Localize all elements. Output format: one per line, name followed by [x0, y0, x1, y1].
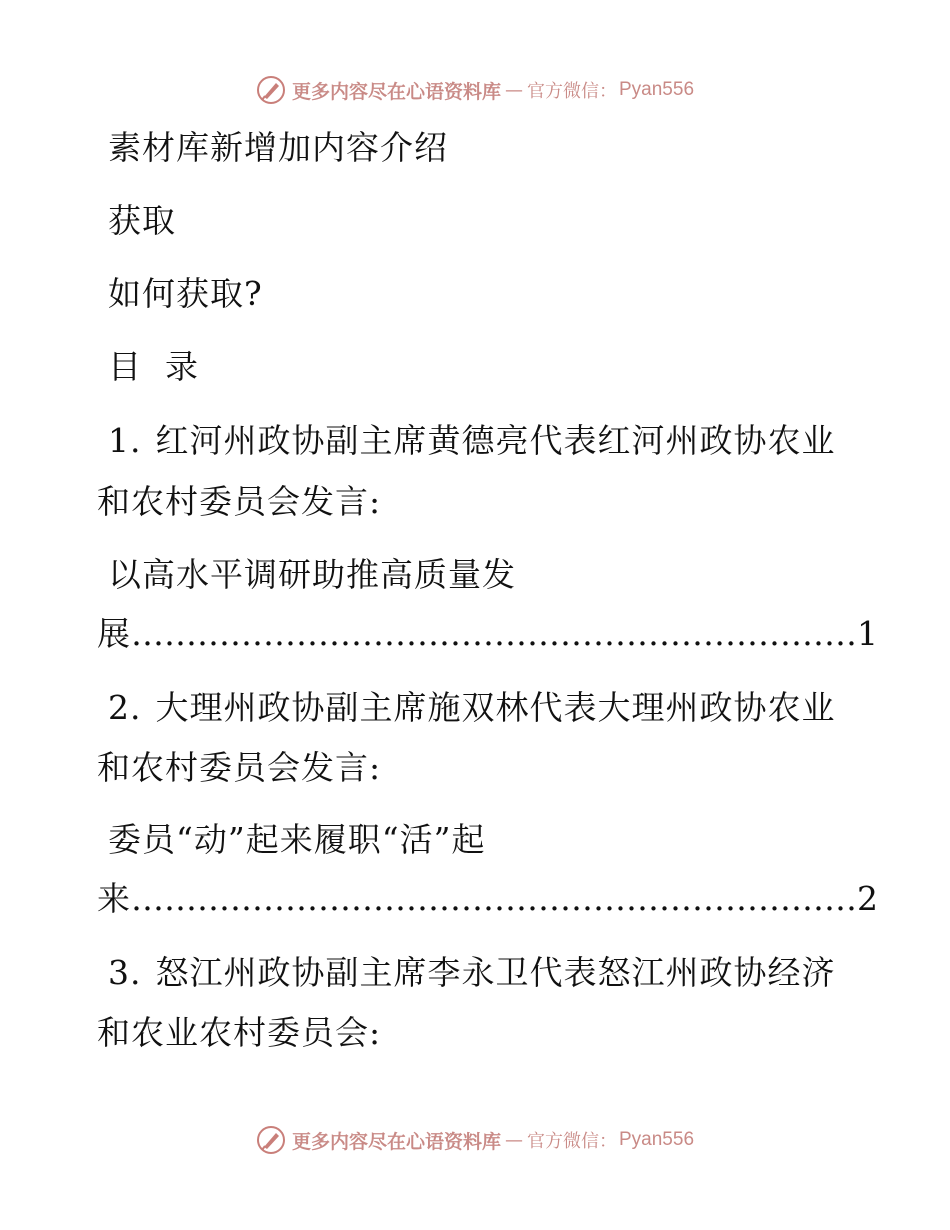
toc-entry-3-title-cont: 和农业农村委员会: — [97, 1013, 382, 1052]
toc-entry-2-title — [108, 688, 836, 728]
toc-entry-title-text: 红河州政协副主席黄德亮代表红河州政协农业 — [155, 421, 836, 460]
pen-logo-icon — [256, 75, 286, 105]
toc-entry-2-subtitle: 委员“动”起来履职“活”起 — [108, 820, 486, 859]
toc-entry-number: 3. — [108, 953, 142, 992]
toc-entry-1-leader-line — [97, 614, 879, 654]
intro-heading: 素材库新增加内容介绍 — [108, 128, 448, 167]
watermark-separator: — — [505, 79, 523, 101]
watermark-site-text: 更多内容尽在心语资料库 — [291, 1130, 501, 1153]
toc-title: 目 录 — [108, 347, 199, 386]
watermark-wechat-id: Pyan556 — [619, 79, 695, 100]
toc-entry-1-title — [108, 421, 836, 461]
intro-how-to-get: 如何获取? — [108, 274, 263, 313]
watermark-banner-bottom — [0, 1120, 950, 1160]
toc-leader-dots: ………………………………………………………… — [131, 614, 857, 653]
toc-entry-1-subtitle: 以高水平调研助推高质量发 — [108, 555, 516, 594]
pen-logo-icon — [256, 1125, 286, 1155]
toc-entry-2-title-cont: 和农村委员会发言: — [97, 748, 382, 787]
toc-page-number: 1 — [857, 614, 879, 653]
watermark-wechat-label: 官方微信： — [527, 1131, 617, 1152]
toc-entry-2-leader-line — [97, 879, 879, 919]
toc-entry-number: 1. — [108, 421, 142, 460]
toc-entry-title-text: 怒江州政协副主席李永卫代表怒江州政协经济 — [155, 953, 836, 992]
toc-entry-subtitle-end: 展 — [97, 614, 131, 653]
toc-leader-dots: ………………………………………………………… — [131, 879, 857, 918]
watermark-site-text: 更多内容尽在心语资料库 — [291, 80, 501, 103]
toc-entry-number: 2. — [108, 688, 142, 727]
toc-entry-title-text: 大理州政协副主席施双林代表大理州政协农业 — [155, 688, 836, 727]
intro-get: 获取 — [108, 201, 176, 240]
watermark-wechat-id: Pyan556 — [619, 1129, 695, 1150]
toc-entry-subtitle-end: 来 — [97, 879, 131, 918]
toc-page-number: 2 — [857, 879, 879, 918]
watermark-banner-top — [0, 70, 950, 110]
toc-entry-1-title-cont: 和农村委员会发言: — [97, 482, 382, 521]
watermark-wechat-label: 官方微信： — [527, 81, 617, 102]
toc-entry-3-title — [108, 953, 836, 993]
watermark-separator: — — [505, 1129, 523, 1151]
